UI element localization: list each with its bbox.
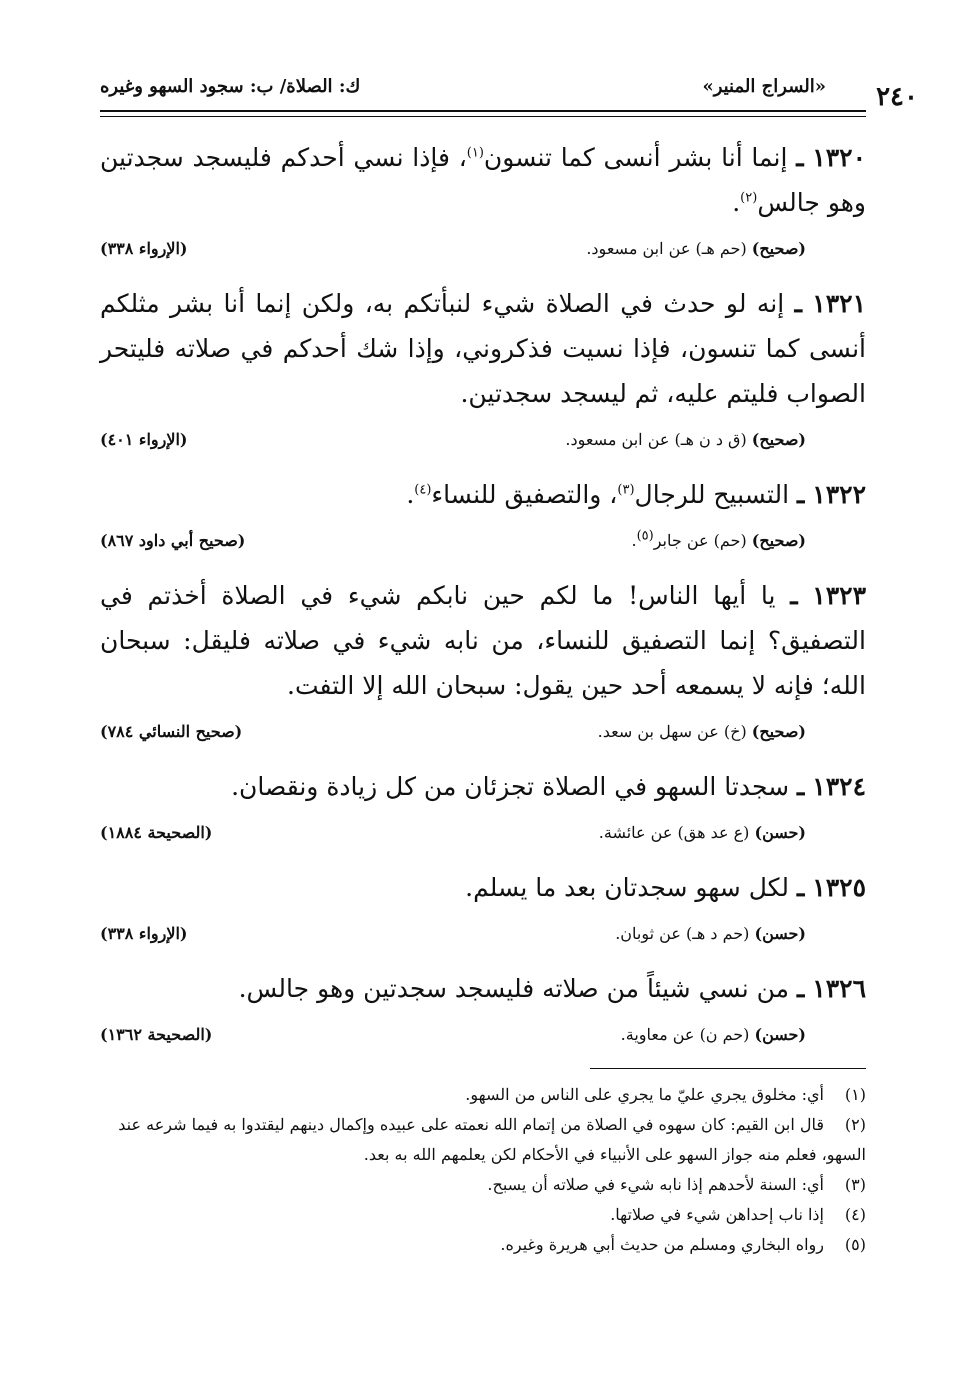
- source-reference: [565, 430, 806, 449]
- hadith-dash: ـ: [796, 143, 804, 172]
- hadith-dash: ـ: [797, 974, 805, 1003]
- hadith-text: سجدتا السهو في الصلاة تجزئان من كل زيادة ونقصان.: [231, 772, 790, 801]
- source-reference: [598, 722, 806, 741]
- hadith-text: من نسي شيئاً من صلاته فليسجد سجدتين وهو جالس.: [238, 974, 790, 1003]
- footnote-marker: (٣): [617, 482, 635, 498]
- header-rule-thin: [100, 116, 866, 117]
- hadith-text: التسبيح للرجال: [634, 480, 790, 509]
- hadith-grade: (صحيح): [751, 430, 806, 449]
- narrator-reference: (ع عد هق) عن عائشة.: [598, 823, 750, 842]
- footnote-number: (٥): [844, 1235, 866, 1254]
- footnote-number: (١): [844, 1085, 866, 1104]
- hadith-grade: (حسن): [754, 924, 806, 943]
- hadith-source: [100, 1025, 866, 1051]
- hadith-number: ١٣٢٥: [812, 873, 866, 902]
- footnote-number: (٢): [844, 1115, 866, 1134]
- hadith-number: ١٣٢٠: [812, 143, 867, 172]
- hadith-text: يا أيها الناس! ما لكم حين نابكم شيء في الصلاة أخذتم في التصفيق؟ إنما التصفيق للنساء، من نابه شيء في صلاته فليقل: سبحان الله؛ فإنه لا يسمعه أحد حين يقول: سبحان الله إلا التفت.: [100, 581, 866, 700]
- footnotes: [100, 1080, 866, 1260]
- footnote-marker: (٢): [740, 190, 758, 206]
- hadith-text: ، والتصفيق للنساء: [431, 480, 618, 509]
- hadith-dash: ـ: [797, 873, 805, 902]
- page-header: [100, 64, 918, 116]
- hadith-1321: [100, 281, 866, 416]
- hadith-1320: [100, 135, 866, 225]
- footnote: [100, 1170, 866, 1200]
- book-title: «السراج المنير»: [702, 76, 826, 97]
- footnote-marker: (٥): [636, 528, 654, 544]
- source-reference: [631, 528, 806, 550]
- hadith-text: لكل سهو سجدتان بعد ما يسلم.: [465, 873, 790, 902]
- source-citation: (صحيح النسائي ٧٨٤): [100, 722, 243, 741]
- footnote: [100, 1200, 866, 1230]
- source-citation: (الصحيحة ١٣٦٢): [100, 1025, 213, 1044]
- page-number: ٢٤٠: [876, 82, 918, 112]
- source-reference: [615, 924, 806, 943]
- hadith-dash: ـ: [797, 772, 805, 801]
- hadith-grade: (صحيح): [751, 239, 806, 258]
- hadith-1325: [100, 865, 866, 910]
- source-citation: (الإرواء ٣٣٨): [100, 239, 188, 258]
- footnote-text: أي: مخلوق يجري عليّ ما يجري على الناس من السهو.: [465, 1085, 824, 1104]
- footnote-number: (٤): [844, 1205, 866, 1224]
- hadith-text: .: [406, 480, 415, 509]
- source-reference: [599, 823, 806, 842]
- hadith-grade: (حسن): [754, 1025, 806, 1044]
- narrator-reference: (حم ن) عن معاوية.: [620, 1025, 750, 1044]
- source-citation: (الإرواء ٤٠١): [100, 430, 188, 449]
- footnote-number: (٣): [844, 1175, 866, 1194]
- hadith-dash: ـ: [797, 480, 805, 509]
- narrator-reference-end: .: [631, 531, 637, 550]
- header-rule-thick: [100, 110, 866, 112]
- narrator-reference: (ق د ن هـ) عن ابن مسعود.: [565, 430, 747, 449]
- hadith-text: ، فإذا نسي أحدكم فليسجد سجدتين وهو جالس: [100, 143, 866, 217]
- hadith-text: إنه لو حدث في الصلاة شيء لنبأتكم به، ولكن إنما أنا بشر مثلكم أنسى كما تنسون، فإذا نسيت فذكروني، وإذا شك أحدكم في صلاته فليتحر الصواب فليتم عليه، ثم ليسجد سجدتين.: [100, 289, 866, 408]
- source-reference: [621, 1025, 806, 1044]
- hadith-source: [100, 924, 866, 950]
- hadith-source: [100, 430, 866, 456]
- hadith-grade: (حسن): [754, 823, 806, 842]
- hadith-dash: ـ: [794, 289, 802, 318]
- footnote: [100, 1080, 866, 1110]
- footnote-text: رواه البخاري ومسلم من حديث أبي هريرة وغيره.: [500, 1235, 824, 1254]
- source-reference: [586, 239, 806, 258]
- hadith-dash: ـ: [790, 581, 798, 610]
- footnote-text: أي: السنة لأحدهم إذا نابه شيء في صلاته أن يسبح.: [487, 1175, 824, 1194]
- narrator-reference: (حم) عن جابر: [653, 531, 747, 550]
- hadith-grade: (صحيح): [751, 722, 806, 741]
- hadith-number: ١٣٢٤: [812, 772, 866, 801]
- footnote-separator: [590, 1068, 866, 1069]
- footnote-text: إذا ناب إحداهن شيء في صلاتها.: [610, 1205, 824, 1224]
- footnote: [100, 1110, 866, 1170]
- source-citation: (الصحيحة ١٨٨٤): [100, 823, 213, 842]
- hadith-grade: (صحيح): [751, 531, 806, 550]
- hadith-text: .: [732, 188, 741, 217]
- narrator-reference: (حم د هـ) عن ثوبان.: [615, 924, 750, 943]
- hadith-list: [100, 135, 866, 1067]
- hadith-source: [100, 239, 866, 265]
- chapter-title: ك: الصلاة/ ب: سجود السهو وغيره: [100, 76, 361, 97]
- hadith-number: ١٣٢٢: [812, 480, 866, 509]
- narrator-reference: (خ) عن سهل بن سعد.: [597, 722, 747, 741]
- hadith-1322: [100, 472, 866, 517]
- hadith-number: ١٣٢٦: [812, 974, 866, 1003]
- hadith-number: ١٣٢١: [812, 289, 867, 318]
- hadith-1324: [100, 764, 866, 809]
- hadith-source: [100, 722, 866, 748]
- footnote-marker: (٤): [414, 482, 432, 498]
- hadith-source: [100, 823, 866, 849]
- hadith-number: ١٣٢٣: [812, 581, 866, 610]
- footnote-marker: (١): [466, 145, 484, 161]
- hadith-1326: [100, 966, 866, 1011]
- source-citation: (صحيح أبي داود ٨٦٧): [100, 531, 246, 550]
- hadith-text: إنما أنا بشر أنسى كما تنسون: [483, 143, 788, 172]
- footnote-text: قال ابن القيم: كان سهوه في الصلاة من إتمام الله نعمته على عبيده وإكمال دينهم ليقتدوا به فيما شرعه عند السهو، فعلم منه جواز السهو على الأنبياء في الأحكام لكن يعلمهم الله به بعد.: [118, 1115, 866, 1164]
- hadith-1323: [100, 573, 866, 708]
- source-citation: (الإرواء ٣٣٨): [100, 924, 188, 943]
- hadith-source: [100, 528, 866, 557]
- narrator-reference: (حم هـ) عن ابن مسعود.: [586, 239, 747, 258]
- footnote: [100, 1230, 866, 1260]
